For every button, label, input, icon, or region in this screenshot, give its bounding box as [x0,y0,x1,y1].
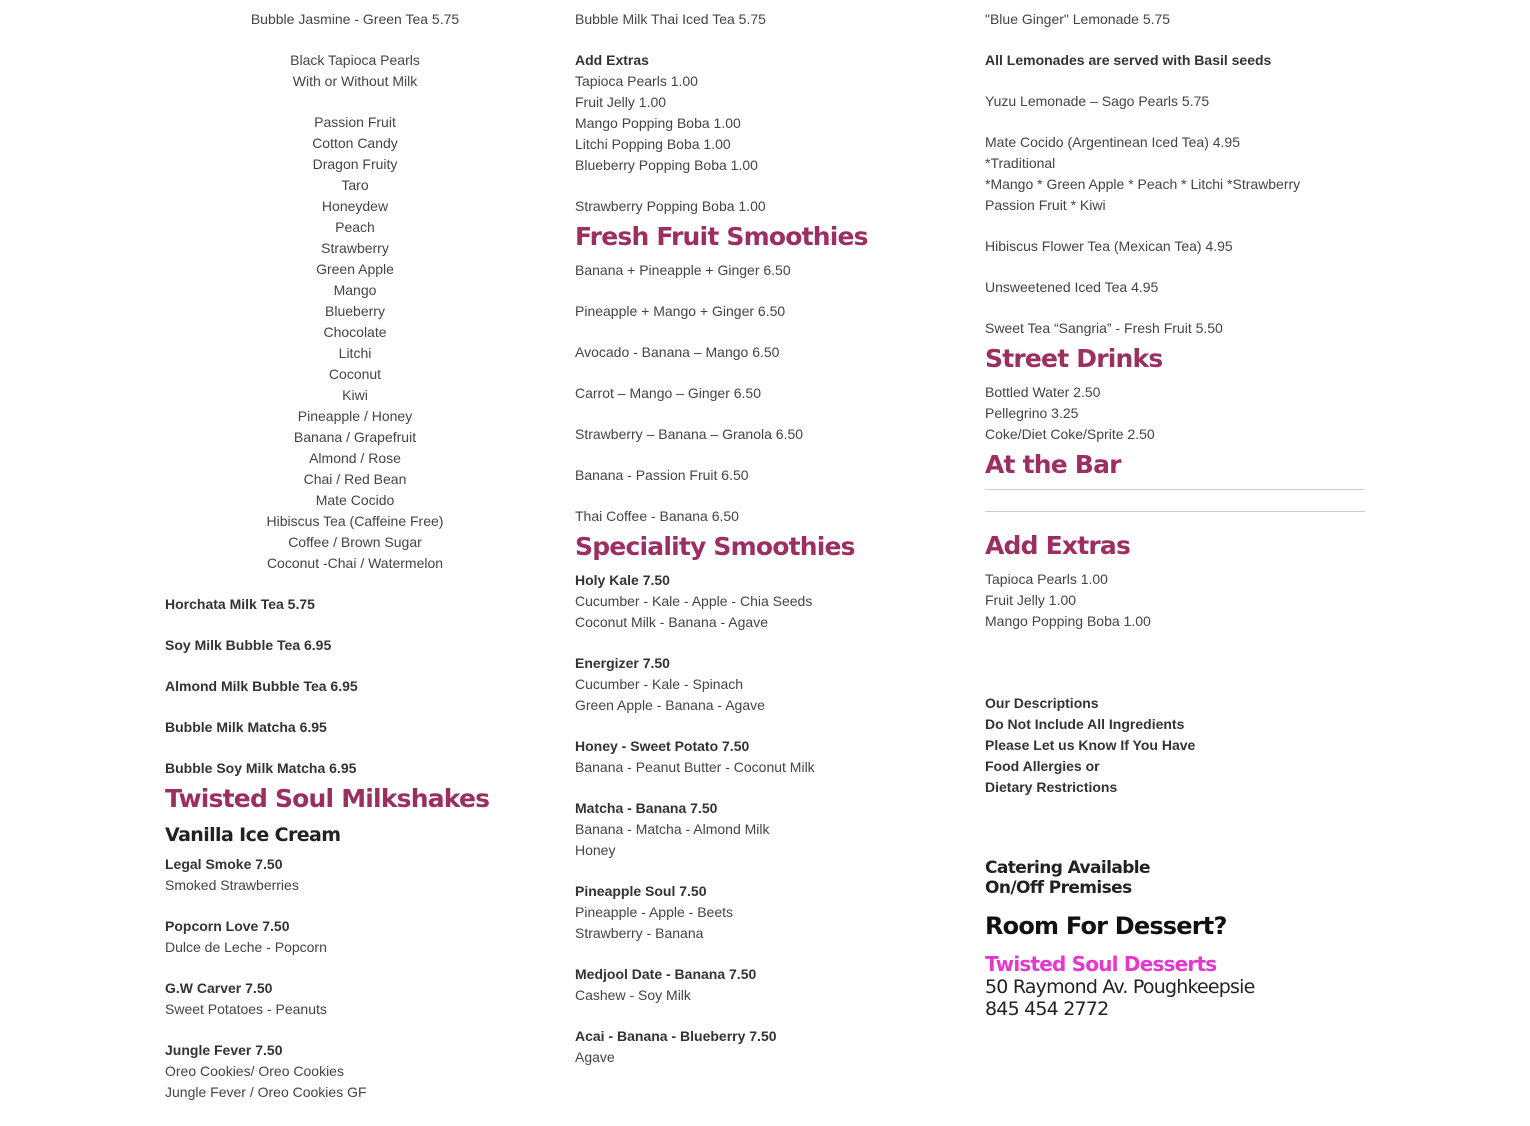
milkshake-name: Popcorn Love 7.50 [165,918,290,934]
section-heading-add-extras: Add Extras [985,531,1131,560]
smoothie-description: Banana - Peanut Butter - Coconut Milk [575,759,815,775]
menu-item: Bubble Soy Milk Matcha 6.95 [165,760,357,776]
milkshake-description: Dulce de Leche - Popcorn [165,939,327,955]
flavor-list [165,112,545,574]
extra-item: Blueberry Popping Boba 1.00 [575,157,758,173]
catering-line: Catering Available [985,858,1150,878]
notice-line: Our Descriptions [985,695,1099,711]
section-heading-fresh-fruit-smoothies: Fresh Fruit Smoothies [575,222,868,251]
subheading-vanilla-ice-cream: Vanilla Ice Cream [165,824,341,846]
phone-number: 845 454 2772 [985,998,1109,1020]
menu-item: Unsweetened Iced Tea 4.95 [985,279,1159,295]
menu-item-option: *Mango * Green Apple * Peach * Litchi *Strawberry [985,176,1301,192]
allergy-notice [985,693,1365,798]
flavor-item: Hibiscus Tea (Caffeine Free) [266,513,444,529]
flavor-item: Pineapple / Honey [297,408,413,424]
drink-item: Bottled Water 2.50 [985,384,1101,400]
notice-line: Do Not Include All Ingredients [985,716,1185,732]
smoothie-item: Banana - Passion Fruit 6.50 [575,467,749,483]
milkshake-name: G.W Carver 7.50 [165,980,273,996]
menu-item-option: *Traditional [985,155,1056,171]
catering-line: On/Off Premises [985,878,1132,898]
notice-line: Please Let us Know If You Have [985,737,1196,753]
section-heading-at-the-bar: At the Bar [985,450,1121,479]
section-heading-milkshakes: Twisted Soul Milkshakes [165,784,490,813]
milkshake-description: Jungle Fever / Oreo Cookies GF [165,1084,367,1100]
milkshake-description: Oreo Cookies/ Oreo Cookies [165,1063,344,1079]
menu-item: Almond Milk Bubble Tea 6.95 [165,678,358,694]
pearls-title: Black Tapioca Pearls [290,52,420,68]
extra-item: Mango Popping Boba 1.00 [985,613,1151,629]
flavor-item: Chocolate [323,324,387,340]
smoothie-description: Cashew - Soy Milk [575,987,691,1003]
smoothie-name: Acai - Banana - Blueberry 7.50 [575,1028,777,1044]
drink-item: Pellegrino 3.25 [985,405,1079,421]
smoothie-item: Pineapple + Mango + Ginger 6.50 [575,303,786,319]
milkshake-name: Legal Smoke 7.50 [165,856,283,872]
lemonade-note: All Lemonades are served with Basil seeds [985,52,1272,68]
drink-item: Coke/Diet Coke/Sprite 2.50 [985,426,1155,442]
smoothie-item: Carrot – Mango – Ginger 6.50 [575,385,761,401]
flavor-item: Coffee / Brown Sugar [288,534,422,550]
menu-column-smoothies [575,9,955,1068]
flavor-item: Coconut -Chai / Watermelon [266,555,444,571]
flavor-item: Honeydew [321,198,389,214]
flavor-item: Green Apple [316,261,394,277]
flavor-item: Mango [333,282,377,298]
flavor-item: Blueberry [325,303,385,319]
extra-item: Fruit Jelly 1.00 [575,94,667,110]
smoothie-description: Banana - Matcha - Almond Milk [575,821,770,837]
flavor-item: Dragon Fruity [312,156,398,172]
menu-item: Mate Cocido (Argentinean Iced Tea) 4.95 [985,134,1241,150]
extra-item: Tapioca Pearls 1.00 [985,571,1108,587]
address: 50 Raymond Av. Poughkeepsie [985,976,1255,998]
extra-item: Tapioca Pearls 1.00 [575,73,698,89]
extra-item: Strawberry Popping Boba 1.00 [575,198,766,214]
menu-item: Soy Milk Bubble Tea 6.95 [165,637,332,653]
milkshake-description: Sweet Potatoes - Peanuts [165,1001,327,1017]
menu-item: "Blue Ginger" Lemonade 5.75 [985,11,1171,27]
menu-item: Yuzu Lemonade – Sago Pearls 5.75 [985,93,1210,109]
smoothie-description: Cucumber - Kale - Spinach [575,676,744,692]
menu-item-option: Passion Fruit * Kiwi [985,197,1106,213]
divider [985,511,1365,512]
menu-item: Hibiscus Flower Tea (Mexican Tea) 4.95 [985,238,1233,254]
notice-line: Dietary Restrictions [985,779,1118,795]
smoothie-description: Strawberry - Banana [575,925,704,941]
brand-name: Twisted Soul Desserts [985,952,1217,976]
extras-heading: Add Extras [575,52,649,68]
flavor-item: Coconut [328,366,382,382]
flavor-item: Banana / Grapefruit [293,429,417,445]
notice-line: Food Allergies or [985,758,1100,774]
smoothie-description: Honey [575,842,616,858]
flavor-item: Chai / Red Bean [303,471,407,487]
smoothie-description: Cucumber - Kale - Apple - Chia Seeds [575,593,813,609]
smoothie-description: Agave [575,1049,615,1065]
menu-item: Horchata Milk Tea 5.75 [165,596,315,612]
flavor-item: Peach [335,219,375,235]
flavor-item: Passion Fruit [314,114,396,130]
section-heading-speciality-smoothies: Speciality Smoothies [575,532,855,561]
menu-item: Bubble Milk Matcha 6.95 [165,719,327,735]
menu-item: Bubble Milk Thai Iced Tea 5.75 [575,11,766,27]
section-heading-street-drinks: Street Drinks [985,344,1163,373]
flavor-item: Mate Cocido [315,492,395,508]
flavor-item: Litchi [338,345,372,361]
extra-item: Fruit Jelly 1.00 [985,592,1077,608]
smoothie-description: Green Apple - Banana - Agave [575,697,765,713]
flavor-item: Strawberry [321,240,389,256]
smoothie-name: Matcha - Banana 7.50 [575,800,718,816]
smoothie-name: Pineapple Soul 7.50 [575,883,707,899]
smoothie-item: Banana + Pineapple + Ginger 6.50 [575,262,791,278]
menu-item: Bubble Jasmine - Green Tea 5.75 [250,11,460,27]
smoothie-item: Strawberry – Banana – Granola 6.50 [575,426,804,442]
flavor-item: Almond / Rose [309,450,401,466]
extra-item: Litchi Popping Boba 1.00 [575,136,731,152]
pearls-subtitle: With or Without Milk [292,73,418,89]
smoothie-item: Thai Coffee - Banana 6.50 [575,508,739,524]
menu-column-bubble-tea [165,9,545,1103]
smoothie-name: Holy Kale 7.50 [575,572,670,588]
menu-item: Sweet Tea “Sangria” - Fresh Fruit 5.50 [985,320,1223,336]
divider [985,489,1365,490]
milkshake-list [165,854,545,1103]
smoothie-description: Pineapple - Apple - Beets [575,904,733,920]
smoothie-name: Medjool Date - Banana 7.50 [575,966,757,982]
flavor-item: Cotton Candy [312,135,398,151]
dessert-heading: Room For Dessert? [985,912,1227,940]
smoothie-item: Avocado - Banana – Mango 6.50 [575,344,780,360]
menu-column-lemonades-drinks [985,9,1365,1020]
flavor-item: Kiwi [342,387,368,403]
smoothie-name: Honey - Sweet Potato 7.50 [575,738,750,754]
flavor-item: Taro [341,177,369,193]
milkshake-description: Smoked Strawberries [165,877,299,893]
smoothie-name: Energizer 7.50 [575,655,670,671]
extra-item: Mango Popping Boba 1.00 [575,115,741,131]
milkshake-name: Jungle Fever 7.50 [165,1042,283,1058]
smoothie-description: Coconut Milk - Banana - Agave [575,614,768,630]
